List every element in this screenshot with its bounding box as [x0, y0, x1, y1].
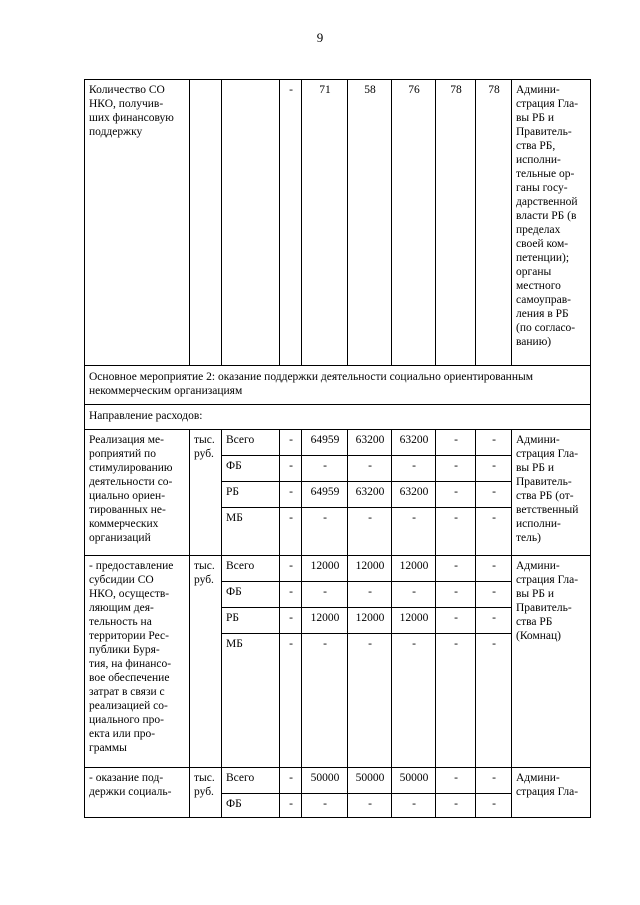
value-cell: - [476, 482, 512, 508]
source-cell: ФБ [222, 456, 280, 482]
value-cell: 12000 [392, 556, 436, 582]
executor-cell: Админи- страция Гла- [512, 768, 591, 818]
value-cell: 71 [302, 80, 348, 366]
value-cell: - [476, 608, 512, 634]
value-cell: - [280, 556, 302, 582]
page-number: 9 [316, 30, 324, 45]
value-cell: 78 [436, 80, 476, 366]
value-cell: 63200 [348, 482, 392, 508]
value-cell: - [436, 456, 476, 482]
source-cell: РБ [222, 608, 280, 634]
value-cell: - [436, 768, 476, 794]
measure-name: Реализация ме- роприятий по стимулированию деятельности со- циально ориен- тированных не- коммерческих организаций [85, 430, 190, 556]
value-cell: 12000 [302, 556, 348, 582]
value-cell: - [348, 508, 392, 556]
value-cell: - [392, 794, 436, 818]
value-cell: - [280, 608, 302, 634]
executor-cell: Админи- страция Гла- вы РБ и Правитель- ства РБ, исполни- тельные ор- ганы госу- дарственной власти РБ (в пределах своей ком- петенции); органы местного самоуправ- ления в РБ (по согласо- ванию) [512, 80, 591, 366]
value-cell: - [302, 508, 348, 556]
value-cell: 50000 [392, 768, 436, 794]
value-cell: - [476, 582, 512, 608]
value-cell: - [348, 794, 392, 818]
executor-cell: Админи- страция Гла- вы РБ и Правитель- ства РБ (Комнац) [512, 556, 591, 768]
source-cell: Всего [222, 430, 280, 456]
value-cell: - [280, 794, 302, 818]
value-cell: - [436, 556, 476, 582]
value-cell: 64959 [302, 430, 348, 456]
value-cell: - [392, 508, 436, 556]
value-cell: - [280, 508, 302, 556]
table-row [85, 768, 591, 794]
value-cell: 50000 [302, 768, 348, 794]
value-cell: - [348, 456, 392, 482]
measure-name: - оказание под- держки социаль- [85, 768, 190, 818]
value-cell: - [348, 582, 392, 608]
source-cell: ФБ [222, 582, 280, 608]
main-event-title: Основное мероприятие 2: оказание поддержки деятельности социально ориентированным некоммерческим организациям [85, 366, 591, 405]
value-cell: - [476, 430, 512, 456]
value-cell: - [436, 634, 476, 768]
value-cell: 76 [392, 80, 436, 366]
table-row [85, 430, 591, 456]
value-cell: 58 [348, 80, 392, 366]
value-cell: - [302, 456, 348, 482]
section-row [85, 405, 591, 430]
measure-name: - предоставление субсидии СО НКО, осуществ- ляющим дея- тельность на территории Рес- публики Буря- тия, на финансо- вое обеспечение затрат в связи с реализацией со- циального про- екта или про- граммы [85, 556, 190, 768]
value-cell: - [436, 608, 476, 634]
value-cell: 12000 [302, 608, 348, 634]
unit-cell: тыс. руб. [190, 430, 222, 556]
program-table [84, 79, 591, 818]
source-cell [222, 80, 280, 366]
value-cell: - [280, 482, 302, 508]
table-row [85, 80, 591, 366]
value-cell: - [476, 556, 512, 582]
direction-title: Направление расходов: [85, 405, 591, 430]
source-cell: ФБ [222, 794, 280, 818]
value-cell: - [476, 456, 512, 482]
source-cell: МБ [222, 508, 280, 556]
value-cell: 50000 [348, 768, 392, 794]
value-cell: - [280, 456, 302, 482]
value-cell: - [476, 794, 512, 818]
source-cell: Всего [222, 768, 280, 794]
indicator-name: Количество СО НКО, получив- ших финансовую поддержку [85, 80, 190, 366]
value-cell: - [436, 582, 476, 608]
value-cell: 12000 [348, 608, 392, 634]
value-cell: - [436, 508, 476, 556]
value-cell: - [302, 634, 348, 768]
unit-cell: тыс. руб. [190, 556, 222, 768]
value-cell: - [280, 80, 302, 366]
unit-cell: тыс. руб. [190, 768, 222, 818]
value-cell: - [280, 768, 302, 794]
value-cell: 63200 [392, 482, 436, 508]
value-cell: - [348, 634, 392, 768]
value-cell: 12000 [392, 608, 436, 634]
value-cell: 78 [476, 80, 512, 366]
value-cell: - [436, 482, 476, 508]
value-cell: - [436, 430, 476, 456]
value-cell: - [476, 634, 512, 768]
value-cell: - [476, 508, 512, 556]
value-cell: - [280, 582, 302, 608]
table-row [85, 556, 591, 582]
value-cell: - [392, 582, 436, 608]
executor-cell: Админи- страция Гла- вы РБ и Правитель- ства РБ (от- ветственный исполни- тель) [512, 430, 591, 556]
value-cell: 63200 [392, 430, 436, 456]
source-cell: Всего [222, 556, 280, 582]
value-cell: - [302, 582, 348, 608]
unit-cell [190, 80, 222, 366]
value-cell: - [436, 794, 476, 818]
value-cell: - [302, 794, 348, 818]
section-row [85, 366, 591, 405]
value-cell: - [280, 430, 302, 456]
value-cell: - [280, 634, 302, 768]
source-cell: РБ [222, 482, 280, 508]
value-cell: - [392, 456, 436, 482]
value-cell: - [476, 768, 512, 794]
value-cell: 64959 [302, 482, 348, 508]
value-cell: 63200 [348, 430, 392, 456]
value-cell: 12000 [348, 556, 392, 582]
source-cell: МБ [222, 634, 280, 768]
value-cell: - [392, 634, 436, 768]
